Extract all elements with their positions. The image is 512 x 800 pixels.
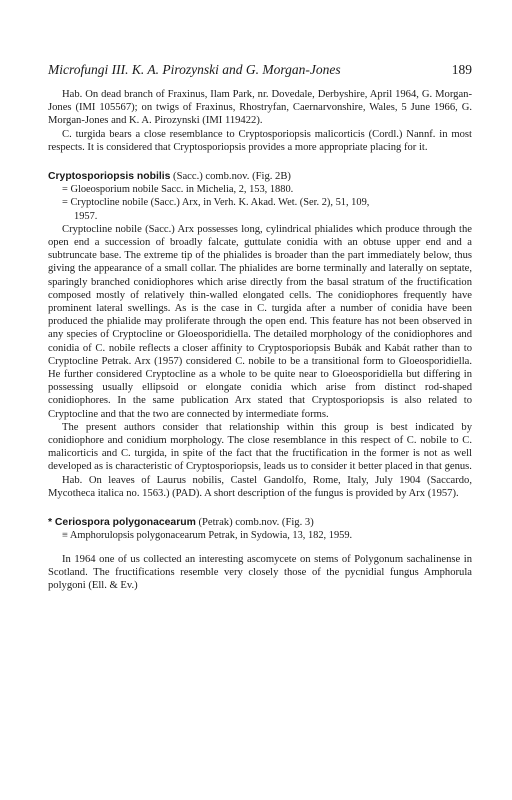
description-paragraph: The present authors consider that relationship within this group is best indicated by conidiophore and conidium morphology. The close resemblance in this respect of C. nobile to C. malicorticis and C. turgida, in spite of the fact that the fructification in the former is not as well developed as is characteristic of Cryptosporiopsis, leads us to consider it better placed in that genus. (48, 421, 472, 473)
running-title: Microfungi III. K. A. Pirozynski and G. Morgan-Jones (48, 62, 341, 77)
species-author: (Petrak) comb.nov. (Fig. 3) (198, 517, 314, 529)
page-number: 189 (451, 62, 472, 77)
intro-habitat: Hab. On dead branch of Fraxinus, Ilam Park, nr. Dovedale, Derbyshire, April 1964, G. Morgan-Jones (IMI 105567); on twigs of Fraxinus, Rhostryfan, Caernarvonshire, Wales, 5 June 1966, G. Morgan-Jones and K. A. Pirozynski (IMI 119422). (48, 89, 472, 127)
intro-note: C. turgida bears a close resemblance to Cryptosporiopsis malicorticis (Cordl.) Nannf. in most respects. It is considered that Cryptosporiopsis provides a more appropriate placing for it. (48, 128, 472, 153)
species-heading (48, 516, 472, 529)
species-name: * Ceriospora polygonacearum (48, 517, 196, 529)
synonym: = Cryptocline nobile (Sacc.) Arx, in Verh. K. Akad. Wet. (Ser. 2), 51, 109, (62, 197, 370, 209)
description-paragraph: Cryptocline nobile (Sacc.) Arx possesses long, cylindrical phialides which produce through the open end a succession of broadly falcate, guttulate conidia with an obtuse upper end and a subtruncate base. The extreme tip of the phialides is broader than the part immediately below, thus giving the appearance of a small collar. The phialides are borne terminally and laterally on septate, sparingly branched conidiophores which arise directly from the basal stratum of the fructification composed mostly of relatively thin-walled elongated cells. The conidiophores frequently have prominent lateral swellings. As is the case in C. turgida after a number of conidia have been produced the phialide may proliferate through the open end. This feature has not been observed in any species of Cryptocline or Gloeosporidiella. The detailed morphology of the conidiophores and conidia of C. nobile reflects a closer affinity to Cryptosporiopsis Bubák and Kabát rather than to Cryptocline Petrak. Arx (1957) considered C. nobile to be a transitional form to Gloeosporidiella. He further considered Cryptocline as a whole to be quite near to Gloeosporidiella but differing in possessing usually ellipsoid or elongate conidia which arise from distinct rod-shaped conidiophores. In the same publication Arx stated that Cryptosporiopsis is also related to Cryptocline and that the two are connected by intermediate forms. (48, 223, 472, 420)
synonym-continuation: 1957. (74, 210, 98, 222)
description-paragraph: In 1964 one of us collected an interesting ascomycete on stems of Polygonum sachalinense in Scotland. The fructifications resemble very closely those of the pycnidial fungus Amphorula polygoni (Ell. & Ev.) (48, 553, 472, 591)
page (48, 62, 472, 592)
species-heading (48, 170, 472, 183)
running-header (48, 62, 472, 78)
synonym: ≡ Amphorulopsis polygonacearum Petrak, in Sydowia, 13, 182, 1959. (62, 530, 353, 542)
species-name: Cryptosporiopsis nobilis (48, 171, 171, 183)
species-author: (Sacc.) comb.nov. (Fig. 2B) (173, 171, 291, 183)
habitat-paragraph: Hab. On leaves of Laurus nobilis, Castel Gandolfo, Rome, Italy, July 1904 (Saccardo, Mycotheca italica no. 1563.) (PAD). A short description of the fungus is provided by Arx (1957). (48, 474, 472, 499)
synonym: = Gloeosporium nobile Sacc. in Michelia, 2, 153, 1880. (62, 184, 294, 196)
